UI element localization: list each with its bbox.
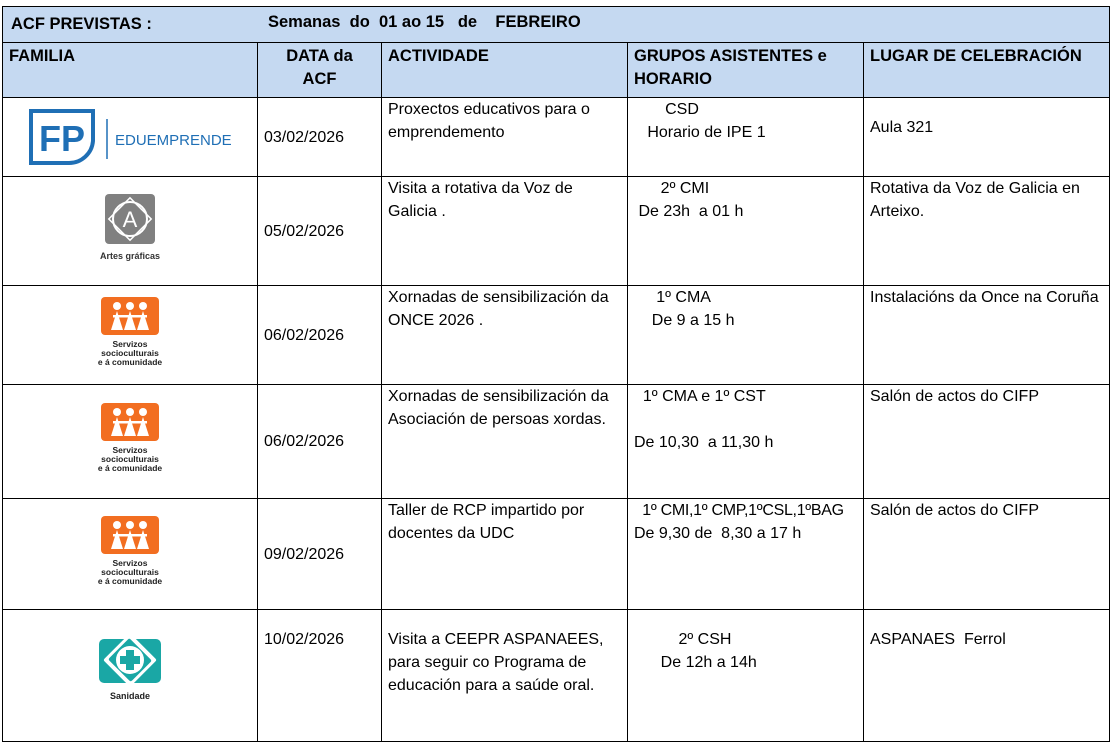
servizos-caption-line: Servizos [112,557,148,568]
groups-cell [628,98,864,177]
servizos-caption-line: e á comunidade [97,463,163,473]
servizos-logo-cell [3,286,258,385]
groups-line: 2º CMI [634,180,710,197]
sanidade-caption: Sanidade [109,691,151,701]
sanidade-logo-cell [3,610,258,742]
groups-cell [628,499,864,610]
groups-cell [628,177,864,286]
groups-cell [628,286,864,385]
place-cell: Salón de actos do CIFP [864,385,1110,499]
groups-line: 1º CMA e 1º CST [634,388,766,405]
servizos-caption-line: socioculturais [101,566,159,577]
header-actividade: ACTIVIDADE [382,43,628,98]
header-lugar: LUGAR DE CELEBRACIÓN [864,43,1110,98]
header-data [258,43,382,98]
date-cell: 09/02/2026 [258,499,382,610]
servizos-caption-line: Servizos [112,445,148,455]
svg-text:A: A [122,206,138,232]
date-cell: 06/02/2026 [258,385,382,499]
groups-line: De 9 a 15 h [634,312,735,329]
sanidade-logo [85,637,175,707]
title-weeks: Semanas do 01 ao 15 de FEBREIRO [268,13,581,31]
table-row [3,499,1110,610]
groups-line: CSD [634,101,699,118]
servizos-caption-line: Servizos [112,338,148,349]
table-row [3,610,1110,742]
eduemprende-logo-text: EDUEMPRENDE [115,131,232,149]
activity-cell: Proxectos educativos para o emprendemento [382,98,628,177]
servizos-caption-line: socioculturais [101,454,159,464]
servizos-logo-cell [3,385,258,499]
groups-cell [628,385,864,499]
place-cell: Aula 321 [864,98,1110,177]
servizos-logo-cell [3,499,258,610]
header-grupos [628,43,864,98]
date-cell: 06/02/2026 [258,286,382,385]
header-grupos-line2: HORARIO [634,70,712,88]
header-data-line1: DATA da [286,47,353,65]
fp-logo-text: FP [39,117,86,159]
groups-line: 2º CSH [634,631,732,648]
servizos-socioculturais-logo [80,401,180,475]
artes-graficas-logo [85,190,175,266]
place-cell: Instalacións da Once na Coruña [864,286,1110,385]
activity-cell: Taller de RCP impartido por docentes da UDC [382,499,628,610]
header-grupos-line1: GRUPOS ASISTENTES e [634,47,827,65]
header-familia: FAMILIA [3,43,258,98]
groups-line: 1º CMA [634,289,711,306]
title-row [3,7,1110,43]
table-row [3,286,1110,385]
acf-schedule-table [2,6,1110,742]
date-cell: 03/02/2026 [258,98,382,177]
place-cell: ASPANAES Ferrol [864,610,1110,742]
header-data-line2: ACF [302,70,337,88]
servizos-socioculturais-logo [80,514,180,588]
artes-graficas-logo-cell [3,177,258,286]
activity-cell: Visita a rotativa da Voz de Galicia . [382,177,628,286]
table-row [3,177,1110,286]
groups-line: 1º CMI,1º CMP,1ºCSL,1ºBAG [634,502,844,519]
place-cell: Rotativa da Voz de Galicia en Arteixo. [864,177,1110,286]
groups-line: De 23h a 01 h [634,203,744,220]
groups-cell [628,610,864,742]
servizos-caption-line: e á comunidade [97,575,163,586]
groups-line: Horario de IPE 1 [634,124,766,141]
servizos-caption-line: e á comunidade [97,356,163,367]
place-cell: Salón de actos do CIFP [864,499,1110,610]
date-cell: 05/02/2026 [258,177,382,286]
fp-eduemprende-logo [25,103,235,165]
table-row [3,98,1110,177]
groups-line: De 9,30 de 8,30 a 17 h [634,525,802,542]
date-cell: 10/02/2026 [258,610,382,742]
groups-line [634,408,857,431]
artes-graficas-caption: Artes gráficas [99,250,161,261]
groups-line: De 12h a 14h [634,654,757,671]
title-cell [3,7,1110,43]
activity-cell: Xornadas de sensibilización da ONCE 2026 . [382,286,628,385]
servizos-caption-line: socioculturais [101,347,159,358]
fp-eduemprende-logo-cell [3,98,258,177]
groups-line: De 10,30 a 11,30 h [634,434,774,451]
table-row [3,385,1110,499]
servizos-socioculturais-logo [80,295,180,369]
header-row [3,43,1110,98]
title-prefix: ACF PREVISTAS : [11,15,152,33]
activity-cell: Xornadas de sensibilización da Asociación de persoas xordas. [382,385,628,499]
activity-cell: Visita a CEEPR ASPANAEES, para seguir co Programa de educación para a saúde oral. [382,610,628,742]
